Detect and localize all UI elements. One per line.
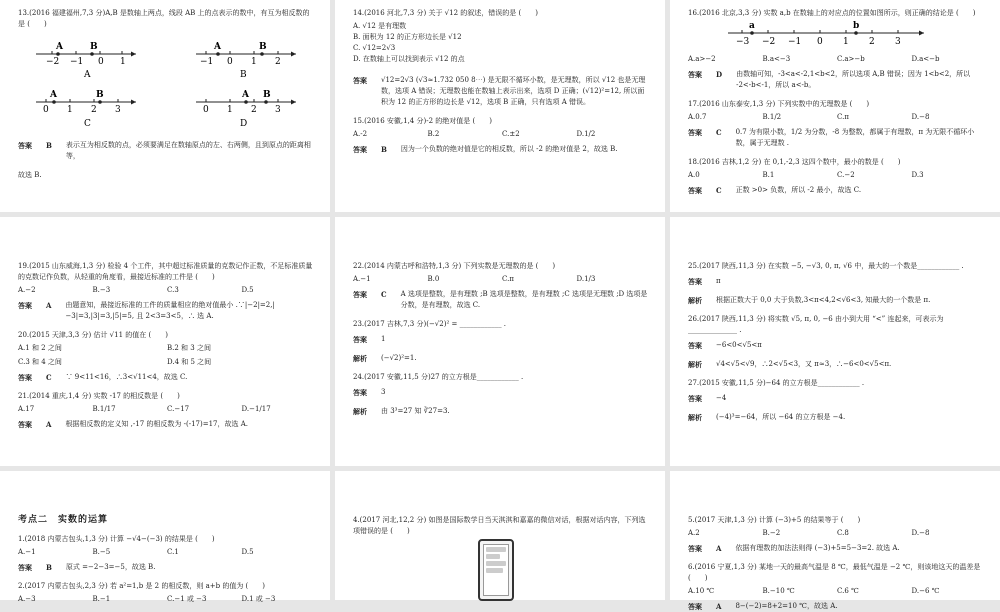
question-22: 22.(2014 内蒙古呼和浩特,1,3 分) 下列实数是无理数的是 ( ): [353, 262, 556, 270]
option: B.−2: [762, 529, 781, 537]
option: C.π: [502, 275, 514, 283]
option: C.−1 或 −3: [167, 595, 207, 603]
answer-row: [353, 334, 651, 345]
tick-label: 2: [275, 57, 281, 67]
answer-row: [18, 562, 316, 573]
answer-letter: A: [716, 544, 722, 553]
option: A.1 和 2 之间: [18, 344, 62, 352]
answer-row: [353, 144, 651, 155]
option: A.10 ℃: [688, 587, 715, 595]
tick-label: 2: [91, 105, 97, 115]
option: A.17: [18, 405, 35, 413]
answer-label: 答案: [688, 70, 702, 79]
answer-text: 3: [381, 388, 386, 396]
answer-row: [353, 75, 651, 108]
tick-label: 0: [817, 37, 823, 47]
tick-label: 1: [843, 37, 849, 47]
option: C.3: [167, 286, 179, 294]
question-14: 14.(2016 河北,7,3 分) 关于 √12 的叙述，错误的是 ( ): [353, 9, 538, 17]
option: B.−1: [92, 595, 111, 603]
answer-letter: B: [46, 563, 52, 572]
analysis-label: 解析: [353, 354, 367, 363]
options-row: [688, 112, 986, 123]
chat-bubble: [486, 547, 506, 552]
answer-text: 正数 >0> 负数，所以 -2 最小，故选 C.: [735, 186, 862, 194]
analysis-row: [688, 295, 986, 306]
answer-label: 答案: [688, 544, 702, 553]
tick-label: 0: [203, 105, 209, 115]
point-label: B: [259, 42, 267, 52]
question-17: 17.(2016 山东泰安,1,3 分) 下列实数中的无理数是 ( ): [688, 100, 870, 108]
answer-label: 答案: [353, 290, 367, 299]
figure-label: C: [84, 119, 91, 129]
tick-label: −2: [762, 37, 776, 47]
answer-letter: C: [716, 128, 722, 137]
analysis-text: (−√2)²=1.: [381, 354, 417, 362]
analysis-label: 解析: [688, 360, 702, 369]
option: C.a>−b: [837, 55, 865, 63]
answer-label: 答案: [353, 388, 367, 397]
option: A.−2: [18, 286, 36, 294]
option: B.1/17: [92, 405, 116, 413]
option: D.3: [911, 171, 924, 179]
option: A.0: [688, 171, 700, 179]
tick-label: 1: [251, 57, 257, 67]
chat-bubble: [486, 554, 500, 559]
answer-letter: B: [381, 145, 387, 154]
number-line-ab: [728, 21, 928, 49]
chat-bubble: [486, 561, 506, 566]
answer-row: [688, 543, 986, 554]
answer-text: 原式 =−2−3=−5，故选 B.: [65, 563, 156, 571]
point-label: a: [749, 21, 755, 31]
question-15: 15.(2016 安徽,1,4 分)-2 的绝对值是 ( ): [353, 117, 492, 125]
option: B.1/2: [762, 113, 782, 121]
option: D.1 或 −3: [241, 595, 276, 603]
analysis-row: [353, 406, 651, 417]
option: D.1/2: [576, 130, 596, 138]
question-13: 13.(2016 福建福州,7,3 分)A,B 是数轴上两点，线段 AB 上的点表示的数中，有互为相反数的是 ( ): [18, 9, 310, 28]
answer-row: [353, 387, 651, 398]
answer-label: 答案: [688, 602, 702, 611]
option: D.−6 ℃: [911, 587, 940, 595]
answer-letter: B: [46, 141, 52, 150]
answer-letter: C: [46, 373, 52, 382]
tick-label: 3: [895, 37, 901, 47]
tick-label: 2: [251, 105, 257, 115]
answer-row: [353, 289, 651, 311]
answer-row: [688, 185, 986, 196]
point-label: B: [263, 90, 271, 100]
figure-label: B: [240, 70, 247, 80]
answer-row: [688, 393, 986, 404]
tick-label: 3: [115, 105, 121, 115]
answer-label: 答案: [18, 141, 32, 150]
options-row: [18, 343, 316, 354]
point-label: B: [90, 42, 98, 52]
option: B. 面积为 12 的正方形边长是 √12: [353, 33, 462, 41]
question-21: 21.(2014 重庆,1,4 分) 实数 -17 的相反数是 ( ): [18, 392, 180, 400]
analysis-label: 解析: [688, 413, 702, 422]
option: C.3 和 4 之间: [18, 358, 62, 366]
options-row: [18, 357, 316, 368]
answer-row: [688, 69, 986, 91]
point-label: b: [853, 21, 860, 31]
answer-text: 因为一个负数的绝对值是它的相反数，所以 -2 的绝对值是 2，故选 B.: [400, 145, 618, 153]
option: D.a<−b: [911, 55, 940, 63]
answer-text: √12=2√3 (√3≈1.732 050 8⋯) 是无限不循环小数，是无理数，所以 √12 也是无理数，选项 A 错误；无理数也能在数轴上表示出来，选项 D 正确；(√12)²=12, 所以面积为 12 的正方形的边长是 √12，选项 B 正确，只有选项 A 错误。: [381, 76, 646, 106]
question-26: 26.(2017 陕西,11,3 分) 将实数 √5, π, 0, −6 由小到大用 “<” 连起来，可表示为______________ .: [688, 315, 944, 334]
question-5: 5.(2017 天津,1,3 分) 计算 (−3)+5 的结果等于 ( ): [688, 516, 861, 524]
answer-text: 8−(−2)=8+2=10 ℃，故选 A.: [735, 602, 838, 610]
options-row: [18, 594, 316, 605]
answer-label: 答案: [18, 563, 32, 572]
answer-letter: A: [46, 420, 52, 429]
option: D.5: [241, 548, 254, 556]
option: A.2: [688, 529, 700, 537]
question-16: 16.(2016 北京,3,3 分) 实数 a,b 在数轴上的对应点的位置如图所示，则正确的结论是 ( ): [688, 9, 976, 17]
point-label: A: [214, 42, 221, 52]
figure-label: D: [240, 119, 248, 129]
tick-label: 1: [67, 105, 73, 115]
answer-text: 0.7 为有限小数，1/2 为分数，-8 为整数，都属于有理数，π 为无限不循环小数，属于无理数 .: [735, 128, 975, 147]
answer-letter: A: [46, 301, 52, 310]
tick-label: −2: [46, 57, 60, 67]
answer-text: ∵ 9<11<16，∴3<√11<4，故选 C.: [65, 373, 188, 381]
panel-q19-21: [0, 217, 330, 466]
answer-letter: C: [381, 290, 387, 299]
question-4: 4.(2017 河北,12,2 分) 如图是国际数学日当天淇淇和嘉嘉的微信对话，根据对话内容，下列选项错误的是 ( ): [353, 516, 646, 535]
tick-label: 0: [98, 57, 104, 67]
analysis-label: 解析: [353, 407, 367, 416]
answer-label: 答案: [353, 76, 367, 85]
analysis-row: [688, 359, 986, 370]
answer-text: −4: [716, 394, 727, 402]
analysis-text: √4<√5<√9，∴2<√5<3，又 π≈3，∴−6<0<√5<π.: [716, 360, 892, 368]
answer-letter: C: [716, 186, 722, 195]
question-2: 2.(2017 内蒙古包头,2,3 分) 若 a²=1,b 是 2 的相反数，则 a+b 的值为 ( ): [18, 582, 266, 590]
answer-row: [18, 140, 316, 162]
option: D.4 和 5 之间: [167, 358, 212, 366]
point-label: A: [50, 90, 57, 100]
answer-label: 答案: [18, 420, 32, 429]
analysis-row: [353, 353, 651, 364]
option: B.0: [427, 275, 440, 283]
options-row: [688, 586, 986, 597]
option: A.−1: [353, 275, 371, 283]
option: D.5: [241, 286, 254, 294]
question-1: 1.(2018 内蒙古包头,1,3 分) 计算 −√4−(−3) 的结果是 ( ): [18, 535, 215, 543]
option: C.−17: [167, 405, 190, 413]
option: A.0.7: [688, 113, 707, 121]
analysis-text: 根据正数大于 0,0 大于负数,3<π<4,2<√6<3, 知最大的一个数是 π.: [716, 296, 931, 304]
tick-label: 0: [227, 57, 233, 67]
options-row: [18, 285, 316, 296]
option: C.6 ℃: [837, 587, 859, 595]
answer-text: 由数轴可知，-3<a<-2,1<b<2，所以选项 A,B 错误；因为 1<b<2，所以 -2<-b<-1，所以 a<-b。: [736, 70, 971, 89]
options-row: [353, 274, 651, 285]
tick-label: 0: [43, 105, 49, 115]
answer-row: [688, 340, 986, 351]
answer-row: [18, 300, 316, 322]
answer-letter: A: [716, 602, 722, 611]
phone-screen: [483, 544, 509, 596]
answer-text: A 选项是整数，是有理数 ;B 选项是整数，是有理数 ;C 选项是无理数 ;D 选项是分数，是有理数，故选 C.: [400, 290, 648, 309]
answer-row: [18, 419, 316, 430]
panel-q14-15: [335, 0, 665, 212]
answer-tail: 故选 B.: [18, 171, 42, 179]
option: C.1: [167, 548, 179, 556]
analysis-text: 由 3³=27 知 ∛27=3.: [381, 407, 450, 415]
tick-label: −1: [200, 57, 214, 67]
analysis-row: [688, 412, 986, 423]
option: C.π: [837, 113, 849, 121]
option: C.8: [837, 529, 849, 537]
phone-chat-image: [478, 539, 514, 601]
option: C.±2: [502, 130, 520, 138]
answer-row: [688, 127, 986, 149]
question-27: 27.(2015 安徽,11,5 分)−64 的立方根是____________ .: [688, 379, 865, 387]
number-line-d: [196, 90, 296, 129]
answer-label: 答案: [18, 373, 32, 382]
question-24: 24.(2017 安徽,11,5 分)27 的立方根是____________ .: [353, 373, 524, 381]
question-18: 18.(2016 吉林,1,2 分) 在 0,1,-2,3 这四个数中，最小的数是 ( ): [688, 158, 901, 166]
option: D.1/3: [576, 275, 596, 283]
section-heading: 考点二 实数的运算: [18, 515, 109, 525]
panel-q4: [335, 471, 665, 600]
option: B.2 和 3 之间: [167, 344, 211, 352]
answer-text: 表示互为相反数的点，必须要满足在数轴原点的左、右两侧，且到原点的距离相等，: [65, 141, 311, 160]
option: A.a>−2: [688, 55, 716, 63]
option: D. 在数轴上可以找到表示 √12 的点: [353, 55, 465, 63]
answer-label: 答案: [688, 277, 702, 286]
number-line-c: [36, 90, 136, 129]
options-row: [18, 547, 316, 558]
answer-label: 答案: [18, 301, 32, 310]
answer-label: 答案: [353, 145, 367, 154]
option: B.1: [762, 171, 775, 179]
answer-label: 答案: [688, 186, 702, 195]
tick-label: 2: [869, 37, 875, 47]
options-row: [18, 404, 316, 415]
panel-q5-6: [670, 471, 1000, 611]
panel-q25-27: [670, 217, 1000, 466]
analysis-text: (−4)³=−64，所以 −64 的立方根是 −4.: [716, 413, 846, 421]
option: A.−3: [18, 595, 36, 603]
options-row: [353, 129, 651, 140]
answer-row: [18, 372, 316, 383]
question-20: 20.(2015 天津,3,3 分) 估计 √11 的值在 ( ): [18, 331, 168, 339]
point-label: A: [242, 90, 249, 100]
option: A.−1: [18, 548, 36, 556]
tick-label: −1: [788, 37, 802, 47]
panel-section-2: [0, 471, 330, 603]
option: B.−3: [92, 286, 111, 294]
option: D.−8: [911, 113, 930, 121]
option: C. √12=2√3: [353, 44, 396, 52]
panel-q13: [0, 0, 330, 212]
tick-label: 3: [275, 105, 281, 115]
answer-text: 根据相反数的定义知 ,-17 的相反数为 -(-17)=17，故选 A.: [65, 420, 248, 428]
chat-bubble: [486, 568, 503, 573]
option: D.−8: [911, 529, 930, 537]
answer-text: 由题意知，最接近标准的工件的质量相应的绝对值最小 .∵|−2|=2,|−3|=3,|3|=3,|5|=5, 且 2<3=3<5，∴ 选 A.: [65, 301, 275, 320]
option: B.−5: [92, 548, 111, 556]
analysis-label: 解析: [688, 296, 702, 305]
tick-label: −3: [736, 37, 750, 47]
answer-row: [688, 276, 986, 287]
option: B.2: [427, 130, 440, 138]
options-row: [688, 54, 986, 65]
answer-label: 答案: [688, 341, 702, 350]
number-line-a: [36, 42, 136, 80]
tick-label: −1: [70, 57, 84, 67]
panel-q22-24: [335, 217, 665, 466]
question-25: 25.(2017 陕西,11,3 分) 在实数 −5, −√3, 0, π, √6 中，最大的一个数是____________ .: [688, 262, 964, 270]
tick-label: 1: [120, 57, 126, 67]
option: D.−1/17: [241, 405, 271, 413]
answer-label: 答案: [688, 394, 702, 403]
option: A. √12 是有理数: [353, 22, 407, 30]
figure-label: A: [84, 70, 91, 80]
answer-text: π: [716, 277, 721, 285]
point-label: B: [96, 90, 104, 100]
answer-label: 答案: [688, 128, 702, 137]
tick-label: 1: [227, 105, 233, 115]
answer-letter: D: [716, 70, 723, 79]
answer-row: [688, 601, 986, 612]
options-row: [688, 528, 986, 539]
point-label: A: [56, 42, 63, 52]
options-row: [688, 170, 986, 181]
option: B.−10 ℃: [762, 587, 795, 595]
answer-text: 依据有理数的加法法则得 (−3)+5=5−3=2. 故选 A.: [735, 544, 900, 552]
question-6: 6.(2016 宁夏,1,3 分) 某地一天的最高气温是 8 ℃，最低气温是 −2 ℃，则该地这天的温差是 ( ): [688, 563, 981, 582]
panel-q16-18: [670, 0, 1000, 212]
option: C.−2: [837, 171, 855, 179]
number-line-b: [196, 42, 296, 80]
answer-text: −6<0<√5<π: [716, 341, 762, 349]
number-line-figures: [18, 32, 318, 132]
answer-label: 答案: [353, 335, 367, 344]
option: B.a<−3: [762, 55, 791, 63]
question-23: 23.(2017 吉林,7,3 分)(−√2)² = ____________ .: [353, 320, 507, 328]
option: A.-2: [353, 130, 368, 138]
answer-text: 1: [381, 335, 386, 343]
question-19: 19.(2015 山东威海,1,3 分) 检验 4 个工件，其中超过标准质量的克数记作正数，不足标准质量的克数记作负数，从轻重的角度看，最接近标准的工件是 ( ): [18, 262, 313, 281]
